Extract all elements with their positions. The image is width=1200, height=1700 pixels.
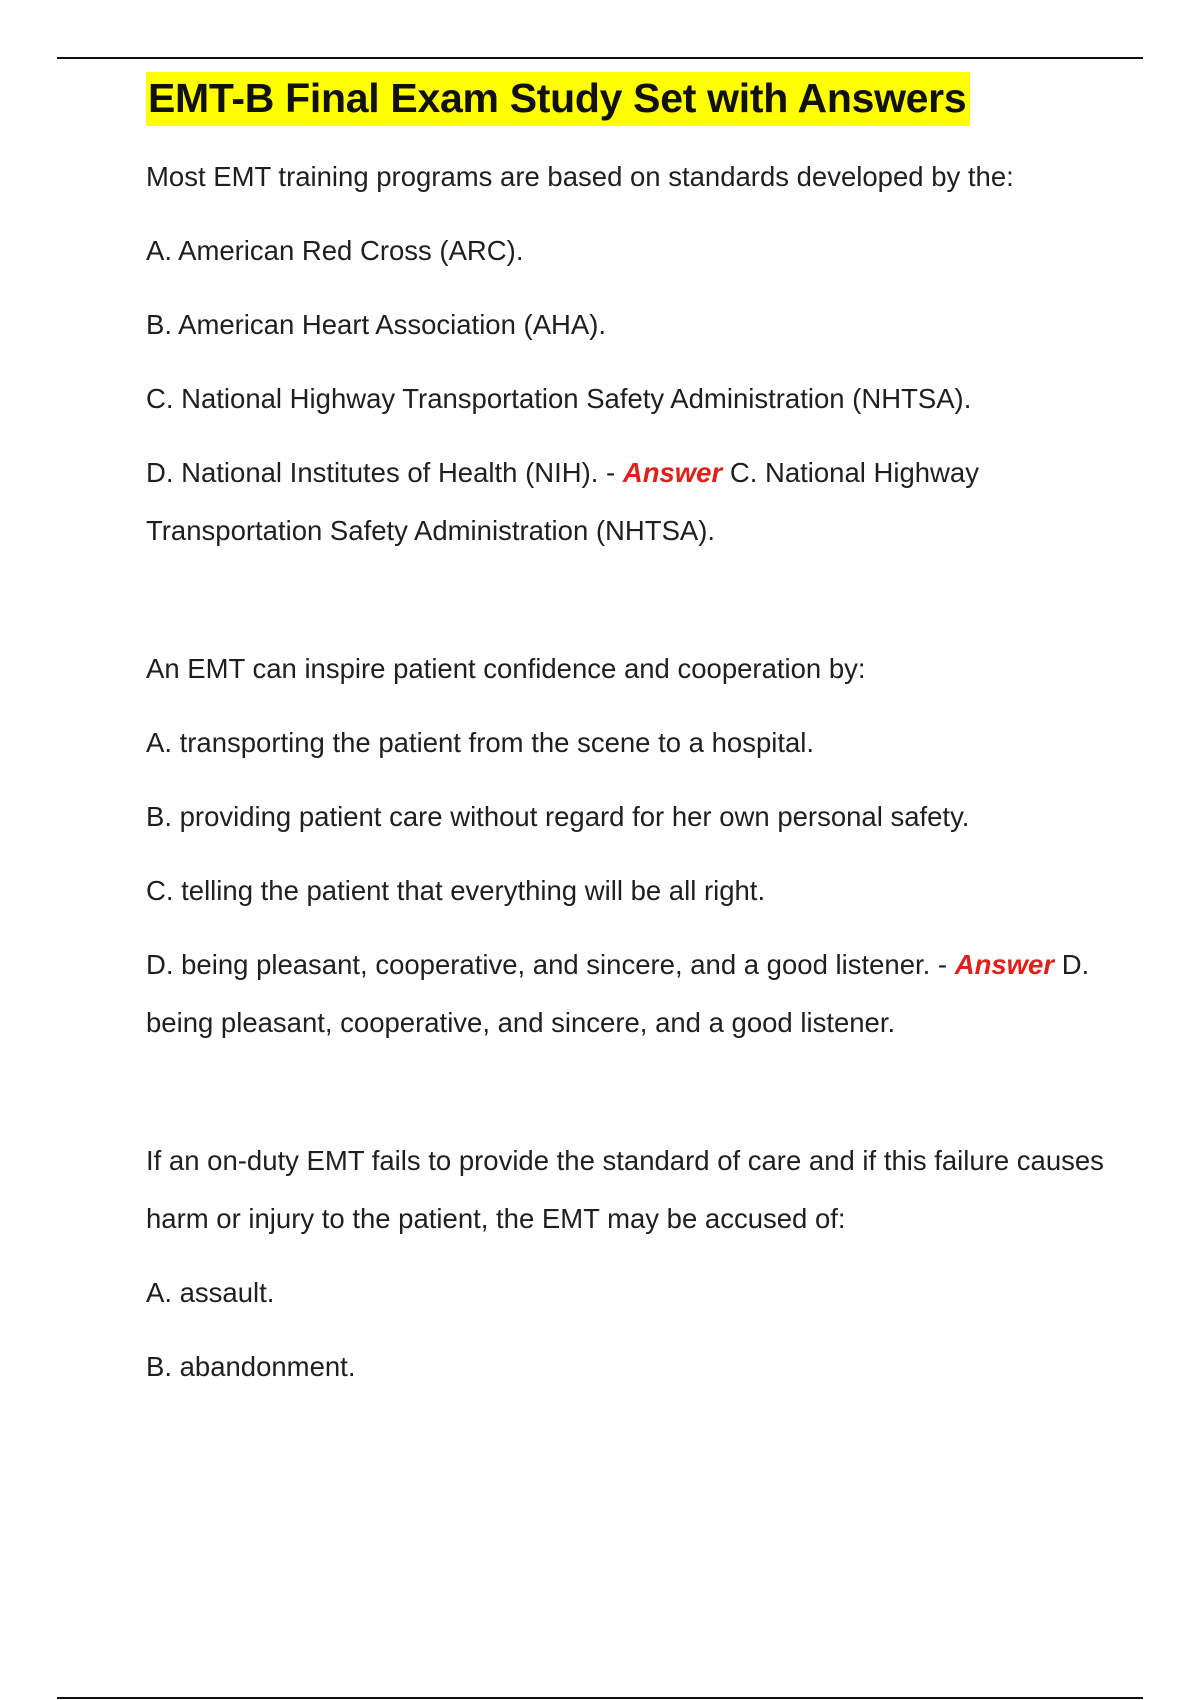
question-2-option-a: A. transporting the patient from the scene to a hospital. bbox=[146, 727, 815, 758]
question-2-option-b: B. providing patient care without regard for her own personal safety. bbox=[146, 801, 970, 832]
question-2-option-d-with-answer bbox=[146, 936, 1106, 1052]
answer-label: Answer bbox=[954, 949, 1055, 980]
question-2-option-c: C. telling the patient that everything will be all right. bbox=[146, 875, 766, 906]
question-1 bbox=[146, 148, 1136, 560]
question-2-answer: D. being pleasant, cooperative, and sincere, and a good listener. bbox=[146, 949, 1090, 1038]
question-3 bbox=[146, 1132, 1136, 1396]
question-3-option-a: A. assault. bbox=[146, 1277, 275, 1308]
question-1-prompt: Most EMT training programs are based on standards developed by the: bbox=[146, 161, 1014, 192]
answer-label: Answer bbox=[622, 457, 723, 488]
bottom-rule bbox=[57, 1697, 1143, 1699]
question-1-answer: C. National Highway Transportation Safety Administration (NHTSA). bbox=[146, 457, 979, 546]
top-rule bbox=[57, 57, 1143, 59]
question-1-option-c: C. National Highway Transportation Safety Administration (NHTSA). bbox=[146, 383, 972, 414]
question-2 bbox=[146, 640, 1136, 1052]
document-body bbox=[146, 72, 1136, 1396]
question-1-option-b: B. American Heart Association (AHA). bbox=[146, 309, 607, 340]
question-3-prompt: If an on-duty EMT fails to provide the standard of care and if this failure causes harm or injury to the patient, the EMT may be accused of: bbox=[146, 1145, 1104, 1234]
question-2-option-d: D. being pleasant, cooperative, and sincere, and a good listener. - bbox=[146, 949, 955, 980]
question-1-option-d: D. National Institutes of Health (NIH). - bbox=[146, 457, 623, 488]
document-title: EMT-B Final Exam Study Set with Answers bbox=[146, 72, 970, 126]
question-1-option-a: A. American Red Cross (ARC). bbox=[146, 235, 524, 266]
question-2-prompt: An EMT can inspire patient confidence and cooperation by: bbox=[146, 653, 866, 684]
question-3-option-b: B. abandonment. bbox=[146, 1351, 356, 1382]
question-1-option-d-with-answer bbox=[146, 444, 1106, 560]
